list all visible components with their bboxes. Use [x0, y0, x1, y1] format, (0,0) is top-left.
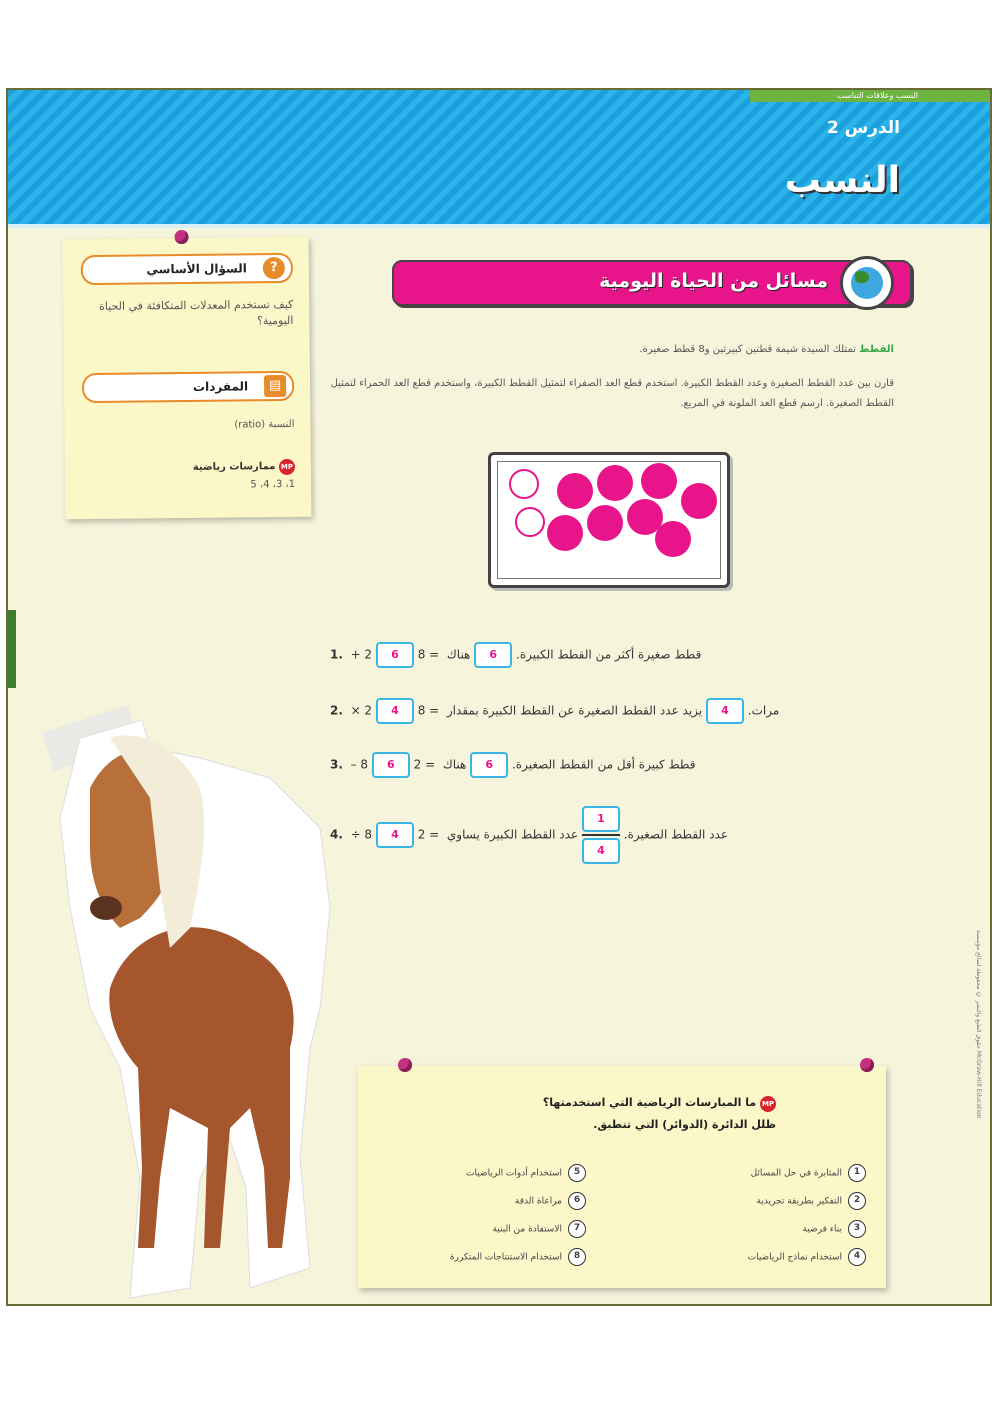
horse-photo — [50, 708, 350, 1306]
math-practices-note — [358, 1066, 886, 1288]
answer-box[interactable]: 6 — [376, 642, 414, 668]
vocabulary-pill — [82, 371, 294, 403]
section-title: مسائل من الحياة اليومية — [599, 270, 828, 292]
practice-option-3[interactable]: 3بناء فرضية — [666, 1220, 866, 1239]
problem-2: 2. × 2 4 8 = مرات. 4 يزيد عدد القطط الصغيرة عن القطط الكبيرة بمقدار — [330, 698, 779, 724]
scenario-text — [314, 340, 894, 360]
practice-option-4[interactable]: 4استخدام نماذج الرياضيات — [666, 1248, 866, 1267]
counter-large-cat — [509, 469, 539, 499]
fraction-denominator-box[interactable]: 4 — [582, 838, 620, 864]
copyright-note: حقوق الطبع والنشر © محفوظة لصالح مؤسسة McGraw-Hill Education — [975, 930, 982, 1119]
essential-question-label: السؤال الأساسي — [146, 261, 247, 277]
essential-question-text: كيف تستخدم المعدلات المتكافئة في الحياة اليومية؟ — [99, 297, 294, 328]
practice-option-1[interactable]: 1المثابرة في حل المسائل — [666, 1164, 866, 1183]
counter-small-cat — [547, 515, 583, 551]
pin-icon — [398, 1058, 412, 1072]
scenario-body: تمتلك السيدة شيمة قطتين كبيرتين و8 قطط صغيرة. — [639, 344, 856, 355]
counter-small-cat — [681, 483, 717, 519]
problem-1: 1. + 2 6 8 = قطط صغيرة أكثر من القطط الكبيرة. 6 هناك — [330, 642, 701, 668]
pin-icon — [860, 1058, 874, 1072]
counter-small-cat — [587, 505, 623, 541]
essential-question-note — [63, 237, 312, 520]
practices-badge-icon: MP — [760, 1096, 776, 1112]
counter-small-cat — [557, 473, 593, 509]
answer-box[interactable]: 4 — [376, 698, 414, 724]
lesson-number: الدرس 2 — [826, 118, 900, 138]
problem-3: 3. – 8 6 2 = قطط كبيرة أقل من القطط الصغيرة. 6 هناك — [330, 752, 695, 778]
fraction-numerator-box[interactable]: 1 — [582, 806, 620, 832]
chapter-strip: النسب وعلاقات التناسب — [750, 90, 990, 102]
globe-icon — [840, 256, 894, 310]
counter-small-cat — [597, 465, 633, 501]
practices-label: ممارسات رياضية — [192, 461, 276, 473]
vocabulary-term: النسبة (ratio) — [234, 418, 295, 431]
answer-box[interactable]: 6 — [474, 642, 512, 668]
lesson-header — [8, 90, 990, 228]
practices-question: MP ما المبارسات الرياضية التي استخدمتها؟ — [376, 1096, 776, 1112]
answer-box[interactable]: 6 — [372, 752, 410, 778]
instruction-text: قارن بين عدد القطط الصغيرة وعدد القطط الكبيرة. استخدم قطع العد الصفراء لتمثيل القطط الكبيرة، واستخدم قطع العد الحمراء لتمثيل القطط الصغيرة. ارسم قطع العد الملونة في المربع. — [330, 378, 894, 409]
vocabulary-label: المفردات — [192, 379, 249, 394]
practice-option-2[interactable]: 2التفكير بطريقة تجريدية — [666, 1192, 866, 1211]
page-title: النسب — [784, 160, 900, 201]
fraction — [582, 806, 620, 864]
answer-box[interactable]: 4 — [376, 822, 414, 848]
counter-tray[interactable] — [488, 452, 730, 588]
practice-option-8[interactable]: 8استخدام الاستنتاجات المتكررة — [386, 1248, 586, 1267]
problem-4: 4. ÷ 8 4 2 = عدد القطط الصغيرة. $\frac{1}{4}$ عدد القطط الكبيرة يساوي — [330, 806, 728, 864]
vocabulary-icon: ▤ — [264, 375, 286, 397]
practices-heading — [83, 459, 295, 477]
side-tab — [8, 610, 16, 688]
practice-option-6[interactable]: 6مراعاة الدقة — [386, 1192, 586, 1211]
practice-option-7[interactable]: 7الاستفادة من البنية — [386, 1220, 586, 1239]
essential-question-pill — [81, 253, 293, 285]
counter-small-cat — [655, 521, 691, 557]
answer-box[interactable]: 4 — [706, 698, 744, 724]
answer-box[interactable]: 6 — [470, 752, 508, 778]
practices-list: 1، 3، 4، 5 — [250, 478, 296, 491]
pin-icon — [174, 230, 188, 244]
practice-option-5[interactable]: 5استخدام أدوات الرياضيات — [386, 1164, 586, 1183]
scenario-label: القطط — [859, 344, 894, 355]
question-icon: ? — [263, 257, 285, 279]
section-banner — [392, 260, 912, 306]
page — [6, 88, 992, 1306]
counter-small-cat — [641, 463, 677, 499]
counter-large-cat — [515, 507, 545, 537]
practices-badge-icon: MP — [279, 459, 295, 475]
practices-instruction: ظلل الدائرة (الدوائر) التي تنطبق. — [593, 1118, 776, 1131]
